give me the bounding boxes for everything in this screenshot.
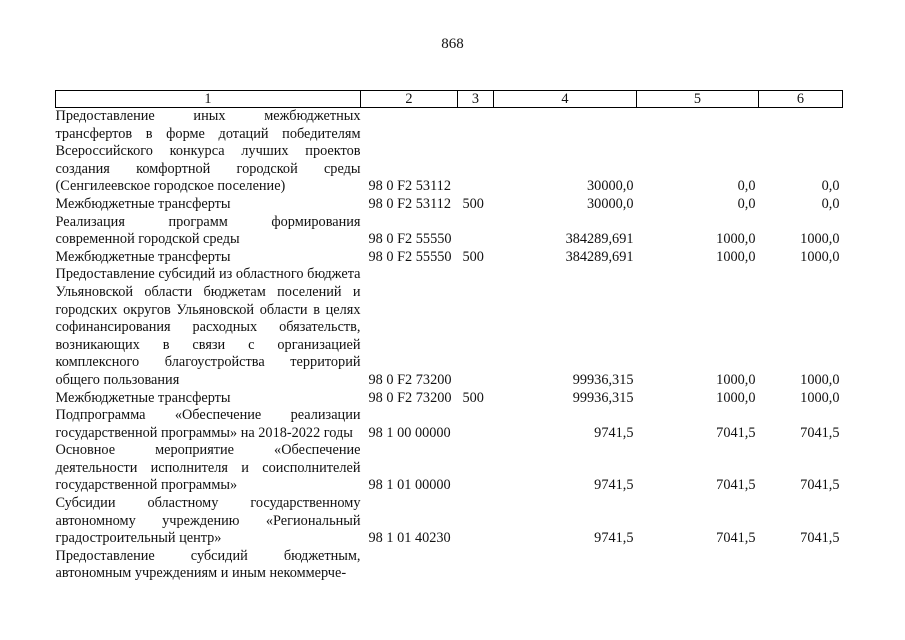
row-amount-col4: 384289,691 [565, 248, 634, 265]
row-amount-col4: 99936,315 [572, 389, 634, 406]
row-amount-col6: 1000,0 [800, 231, 840, 248]
row-name: Предоставление субсидий из областного бюджета Ульяновской области бюджетам поселений и городских округов Ульяновской области в целях софинансирования расходных обязательств, возникающих в связи с организацией комплексного благоустройства территорий общего пользования [55, 266, 361, 388]
row-code: 98 1 00 00000 [368, 424, 451, 441]
row-amount-col4 [494, 548, 637, 583]
row-code: 98 0 F2 55550 [368, 231, 452, 248]
table-row [56, 266, 843, 389]
row-amount-col4: 9741,5 [594, 530, 634, 547]
table-row [56, 442, 843, 495]
row-amount-col4: 9741,5 [594, 477, 634, 494]
row-name: Подпрограмма «Обеспечение реализации государственной программы» на 2018-2022 годы [55, 407, 361, 441]
row-expense-type: 500 [462, 248, 484, 265]
row-code [361, 548, 458, 583]
budget-table [55, 90, 843, 583]
row-amount-col5: 1000,0 [716, 389, 756, 406]
row-code: 98 0 F2 53112 [368, 178, 451, 195]
table-row [56, 108, 843, 196]
header-col-6: 6 [759, 91, 843, 108]
row-amount-col5 [637, 548, 759, 583]
row-amount-col5: 1000,0 [716, 248, 756, 265]
row-amount-col4: 9741,5 [594, 424, 634, 441]
table-row [56, 196, 843, 214]
row-expense-type [458, 266, 494, 389]
table-row [56, 390, 843, 408]
row-amount-col6: 7041,5 [800, 424, 840, 441]
row-amount-col6: 1000,0 [800, 389, 840, 406]
row-code: 98 0 F2 73200 [368, 371, 452, 388]
row-name: Межбюджетные трансферты [55, 389, 231, 406]
row-name: Основное мероприятие «Обеспечение деятельности исполнителя и соисполнителей государственной программы» [55, 442, 361, 494]
header-col-3: 3 [458, 91, 494, 108]
page-number: 868 [441, 36, 464, 52]
row-amount-col4: 384289,691 [565, 231, 634, 248]
header-col-2: 2 [361, 91, 458, 108]
row-amount-col5: 7041,5 [716, 530, 756, 547]
row-amount-col5: 1000,0 [716, 371, 756, 388]
row-name: Межбюджетные трансферты [55, 248, 231, 265]
table-row [56, 548, 843, 583]
row-code: 98 0 F2 55550 [368, 248, 452, 265]
row-expense-type [458, 214, 494, 249]
row-expense-type [458, 407, 494, 442]
row-name: Межбюджетные трансферты [55, 195, 231, 212]
row-expense-type [458, 548, 494, 583]
row-amount-col5: 1000,0 [716, 231, 756, 248]
table-header [56, 91, 843, 108]
row-expense-type [458, 495, 494, 548]
row-code: 98 1 01 00000 [368, 477, 451, 494]
row-amount-col4: 30000,0 [587, 178, 634, 195]
header-col-5: 5 [637, 91, 759, 108]
row-code: 98 1 01 40230 [368, 530, 451, 547]
table-row [56, 407, 843, 442]
table-row [56, 214, 843, 249]
row-amount-col6: 7041,5 [800, 477, 840, 494]
row-expense-type [458, 108, 494, 196]
header-col-1: 1 [56, 91, 361, 108]
budget-table-container [55, 90, 842, 583]
row-amount-col6 [759, 548, 843, 583]
row-expense-type [458, 442, 494, 495]
table-body [56, 108, 843, 584]
row-amount-col5: 0,0 [737, 195, 756, 212]
header-row [56, 91, 843, 108]
row-code: 98 0 F2 73200 [368, 389, 452, 406]
row-name: Предоставление субсидий бюджетным, автономным учреждениям и иным некоммерче- [55, 547, 361, 582]
row-amount-col6: 7041,5 [800, 530, 840, 547]
row-expense-type: 500 [462, 389, 484, 406]
table-row [56, 249, 843, 267]
row-amount-col4: 99936,315 [572, 371, 634, 388]
table-row [56, 495, 843, 548]
row-name: Реализация программ формирования современной городской среды [55, 213, 361, 248]
row-amount-col6: 1000,0 [800, 371, 840, 388]
row-amount-col6: 1000,0 [800, 248, 840, 265]
row-expense-type: 500 [462, 195, 484, 212]
row-amount-col4: 30000,0 [587, 195, 634, 212]
row-amount-col5: 7041,5 [716, 477, 756, 494]
row-amount-col6: 0,0 [821, 195, 840, 212]
row-amount-col6: 0,0 [821, 178, 840, 195]
row-amount-col5: 0,0 [737, 178, 756, 195]
row-code: 98 0 F2 53112 [368, 195, 451, 212]
row-name: Предоставление иных межбюджетных трансфертов в форме дотаций победителям Всероссийского конкурса лучших проектов создания комфортной городской среды (Сенгилеевское городское поселение) [55, 108, 361, 195]
row-amount-col5: 7041,5 [716, 424, 756, 441]
row-name: Субсидии областному государственному автономному учреждению «Региональный градостроительный центр» [55, 495, 361, 547]
header-col-4: 4 [494, 91, 637, 108]
